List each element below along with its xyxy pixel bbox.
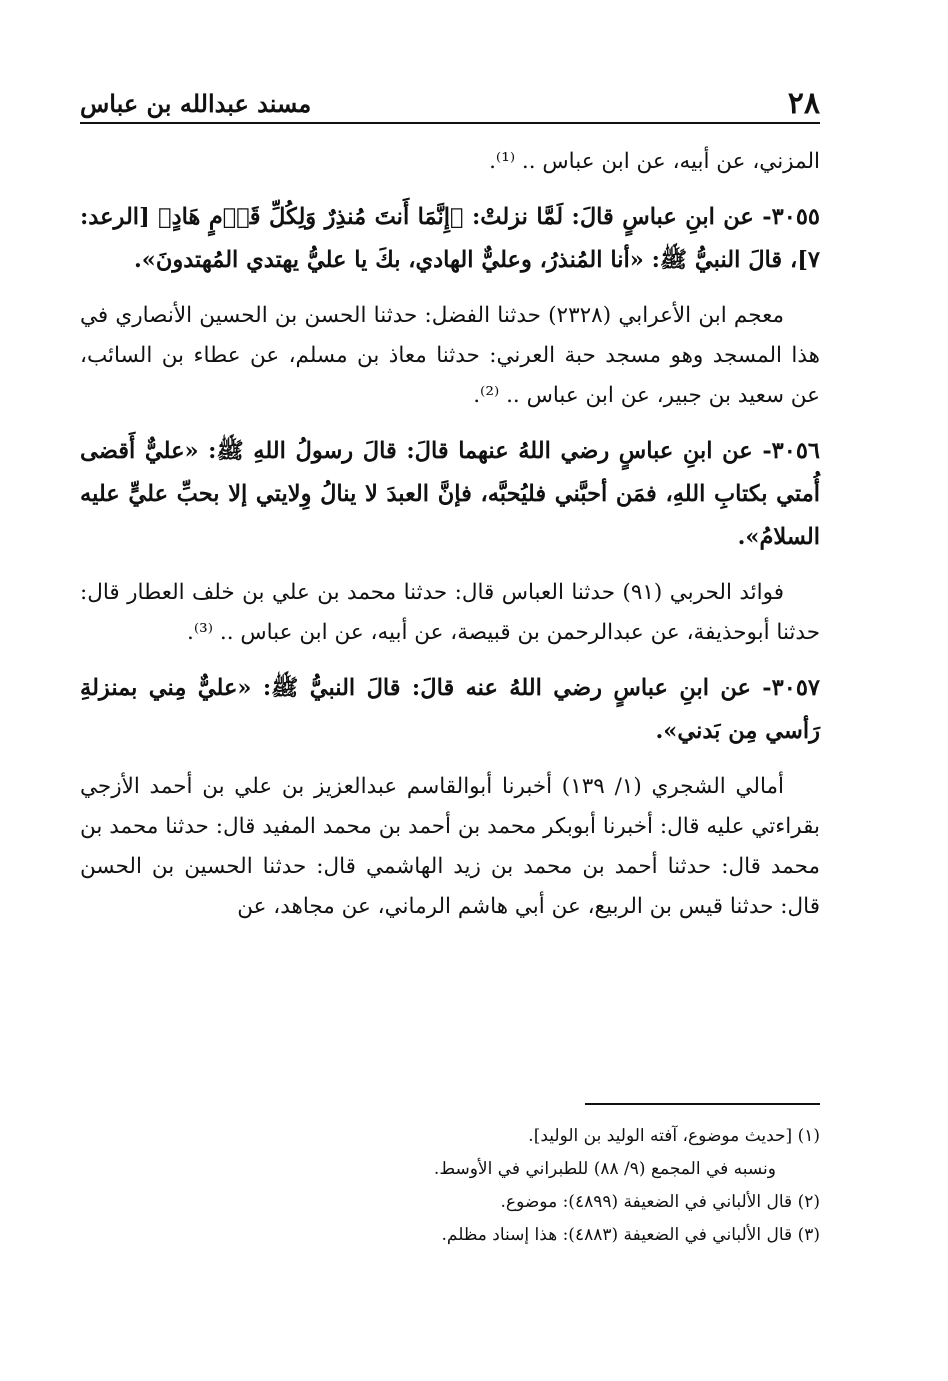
source-paragraph: أمالي الشجري (١/ ١٣٩) أخبرنا أبوالقاسم عبدالعزيز بن علي بن أحمد الأزجي بقراءتي عليه قال: أخبرنا أبوبكر محمد بن أحمد بن محمد المفيد قال: حدثنا محمد بن محمد قال: حدثنا أحمد بن محمد بن زيد الهاشمي قال: حدثنا الحسين بن الحسن قال: حدثنا قيس بن الربيع، عن أبي هاشم الرماني، عن مجاهد، عن (80, 774, 820, 919)
footnotes (80, 1120, 820, 1252)
page-body (80, 142, 820, 941)
hadith-3057: ٣٠٥٧- عن ابنِ عباسٍ رضي اللهُ عنه قالَ: قالَ النبيُّ ﷺ: «عليٌّ مِني بمنزلةِ رَأسي مِن بَدني». (80, 675, 820, 744)
footnote-1: (١) [حديث موضوع، آفته الوليد بن الوليد]. (528, 1126, 820, 1146)
hadith-3055: ٣٠٥٥- عن ابنِ عباسٍ قالَ: لَمَّا نزلتْ: ﴿إِنَّمَا أَنتَ مُنذِرٌ وَلِكُلِّ قَوۡمٍ هَادٍ﴾ [الرعد: ٧]، قالَ النبيُّ ﷺ: «أنا المُنذرُ، وعليٌّ الهادي، بكَ يا عليُّ يهتدي المُهتدونَ». (80, 204, 820, 273)
source-paragraph: المزني، عن أبيه، عن ابن عباس .. ⁽¹⁾. (489, 149, 820, 174)
page-header (80, 86, 820, 124)
page-number: ٢٨ (787, 86, 820, 121)
footnote-2: (٢) قال الألباني في الضعيفة (٤٨٩٩): موضوع. (500, 1192, 820, 1212)
source-paragraph: معجم ابن الأعرابي (٢٣٢٨) حدثنا الفضل: حدثنا الحسن بن الحسين الأنصاري في هذا المسجد وهو مسجد حبة العرني: حدثنا معاذ بن مسلم، عن عطاء بن السائب، عن سعيد بن جبير، عن ابن عباس .. ⁽²⁾. (80, 303, 820, 408)
running-title: مسند عبدالله بن عباس (80, 89, 312, 118)
footnote-3: (٣) قال الألباني في الضعيفة (٤٨٨٣): هذا إسناد مظلم. (441, 1225, 820, 1245)
hadith-3056: ٣٠٥٦- عن ابنِ عباسٍ رضي اللهُ عنهما قالَ: قالَ رسولُ اللهِ ﷺ: «عليٌّ أَقضى أُمتي بكتابِ اللهِ، فمَن أحبَّني فليُحبَّه، فإنَّ العبدَ لا ينالُ وِلايتي إلا بحبِّ عليٍّ عليه السلامُ». (80, 438, 820, 550)
footnote-1-continuation: ونسبه في المجمع (٩/ ٨٨) للطبراني في الأوسط. (433, 1159, 776, 1179)
source-paragraph: فوائد الحربي (٩١) حدثنا العباس قال: حدثنا محمد بن علي بن خلف العطار قال: حدثنا أبوحذيفة، عن عبدالرحمن بن قبيصة، عن أبيه، عن ابن عباس .. ⁽³⁾. (80, 580, 820, 645)
footnote-separator (585, 1103, 820, 1105)
